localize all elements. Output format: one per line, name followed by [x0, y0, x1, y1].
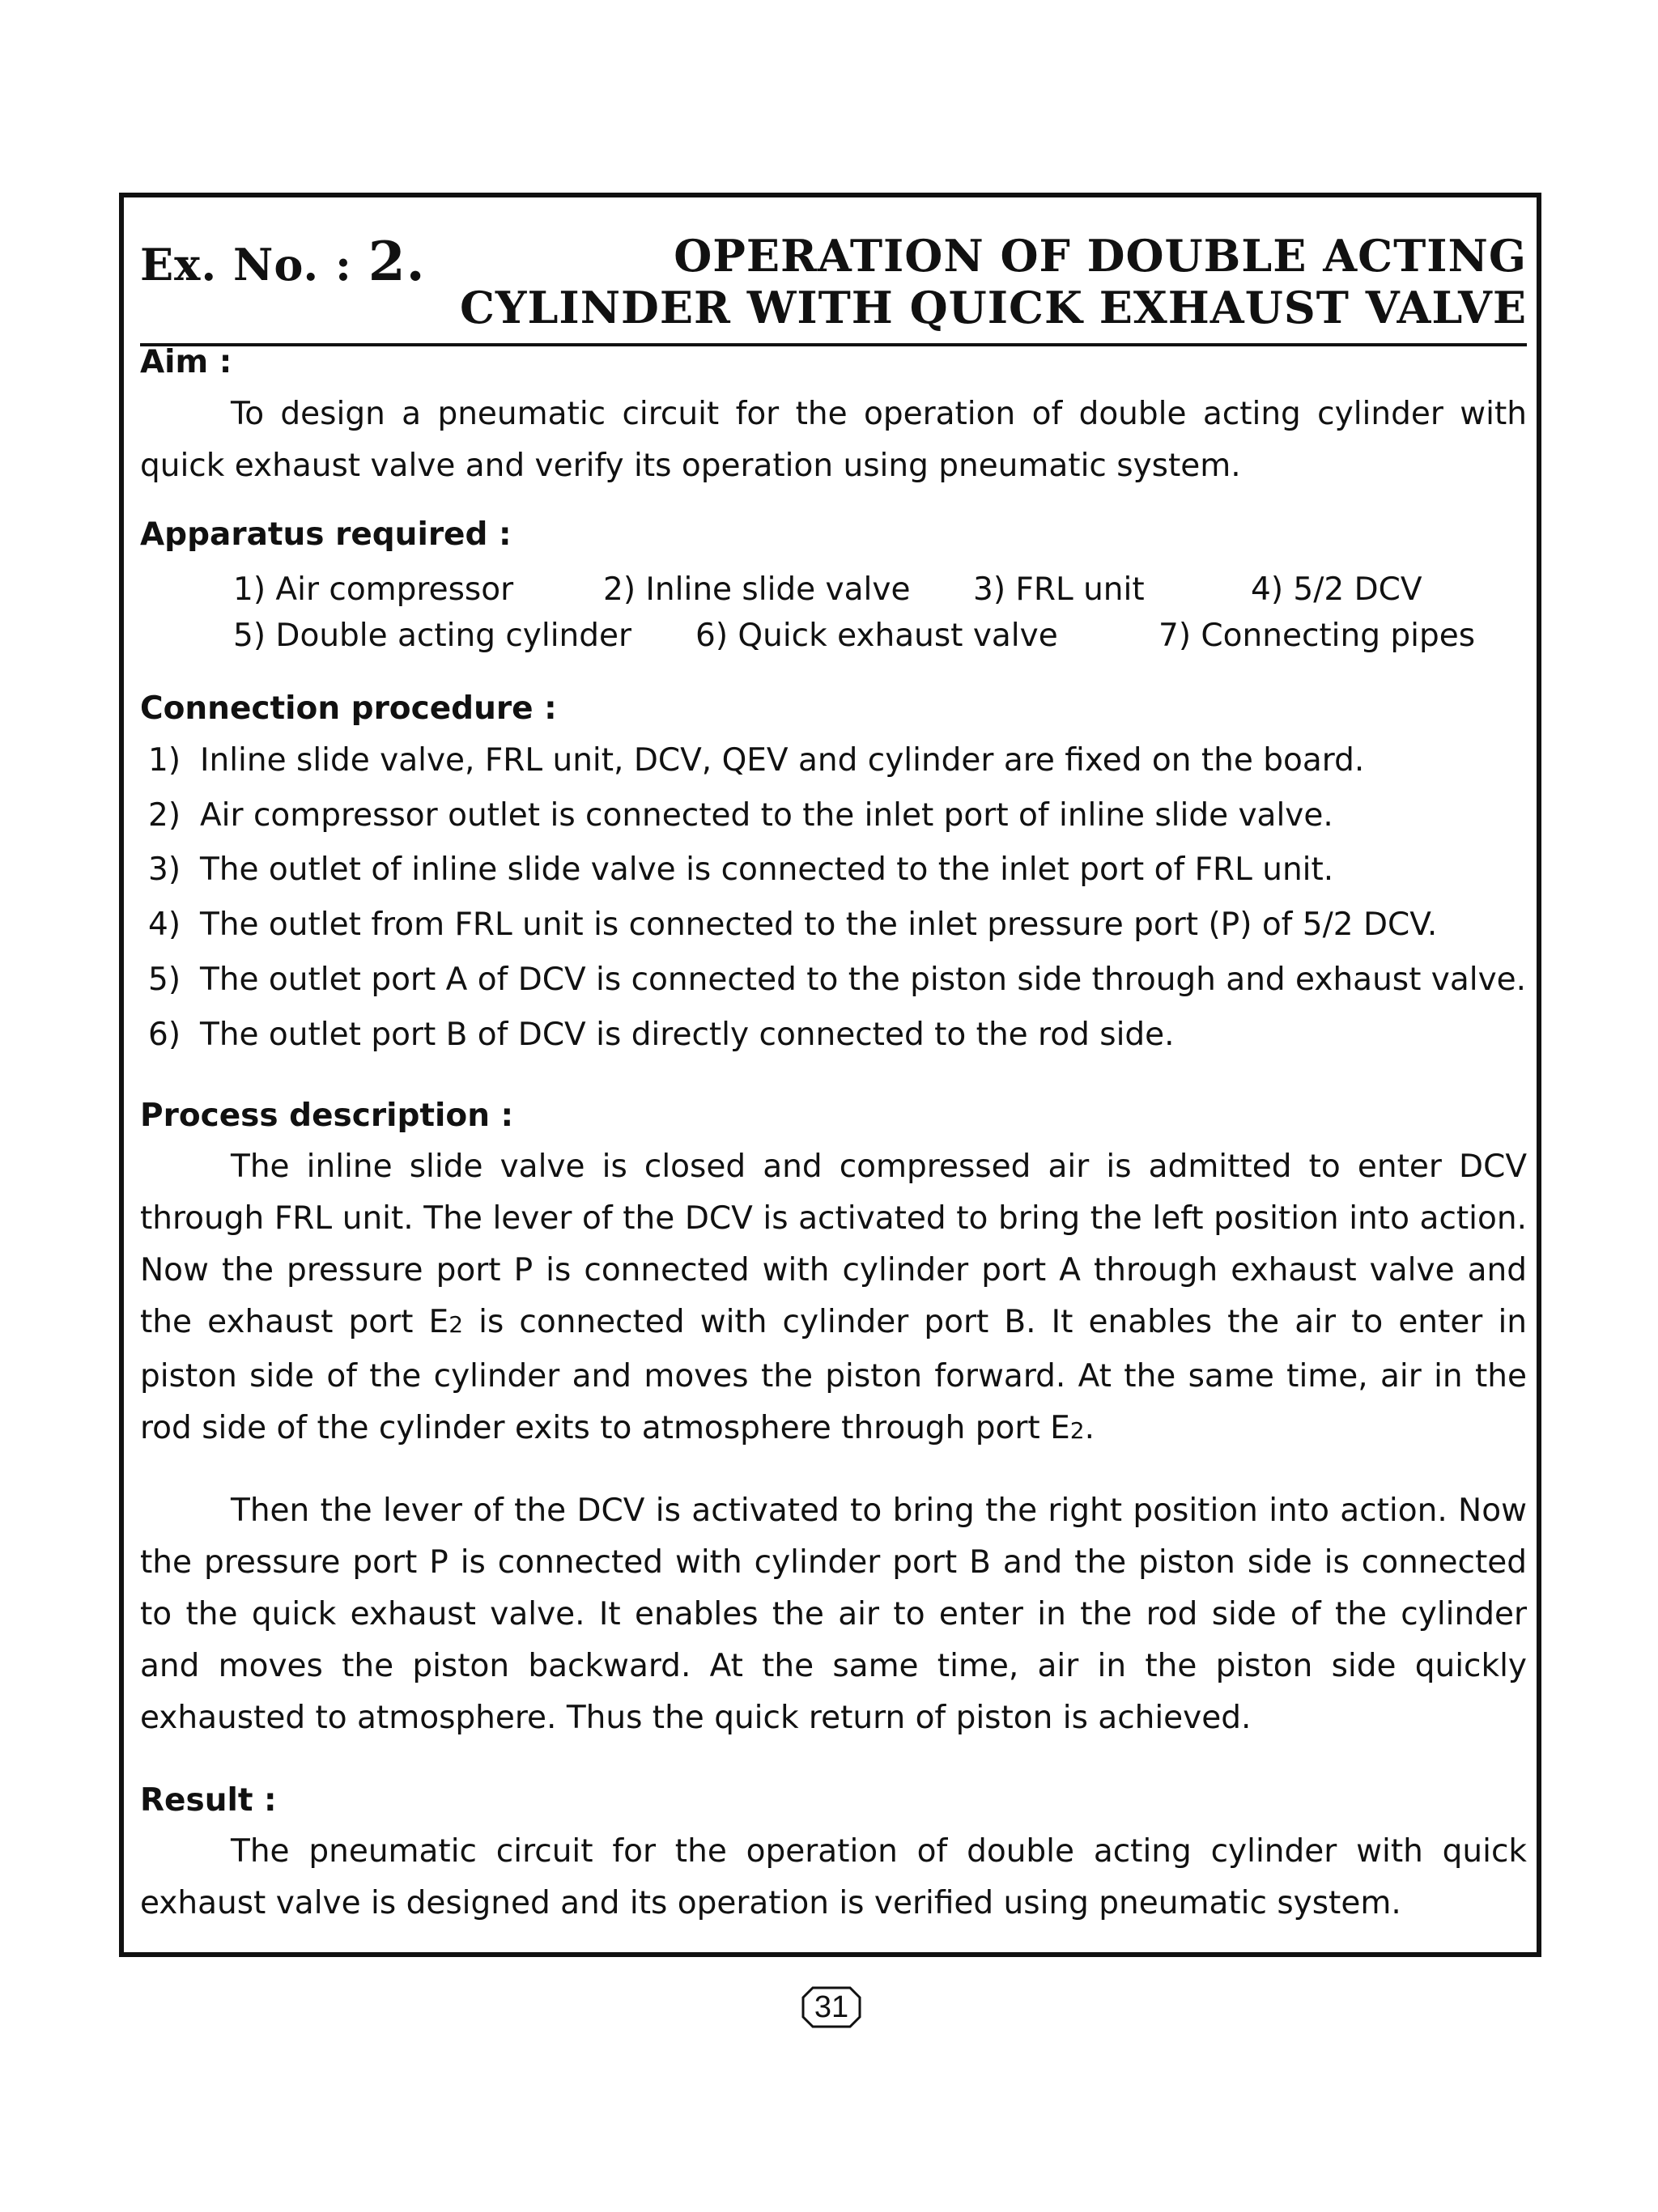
procedure-step: 2) Air compressor outlet is connected to the inlet port of inline slide valve.	[148, 797, 1333, 834]
apparatus-item: 5) Double acting cylinder	[233, 618, 632, 654]
apparatus-item: 4) 5/2 DCV	[1251, 571, 1422, 608]
page-title-line-2: CYLINDER WITH QUICK EXHAUST VALVE	[459, 282, 1527, 333]
page-number: 31	[801, 1986, 861, 2028]
connection-heading: Connection procedure :	[140, 690, 557, 727]
apparatus-item: 1) Air compressor	[233, 571, 514, 608]
result-heading: Result :	[140, 1782, 277, 1819]
apparatus-item: 3) FRL unit	[973, 571, 1145, 608]
page-title-line-1: OPERATION OF DOUBLE ACTING	[674, 230, 1527, 282]
process-paragraph-2: Then the lever of the DCV is activated to bring the right position into action. Now the pressure port P is connected with cylinder port B and the piston side is connected to the quick exhaust valve. It enables the air to enter in the rod side of the cylinder and moves the piston backward. At the same time, air in the piston side quickly exhausted to atmosphere. Thus the quick return of piston is achieved.	[140, 1492, 1527, 1736]
aim-text: To design a pneumatic circuit for the operation of double acting cylinder with quick exhaust valve and verify its operation using pneumatic system.	[140, 396, 1527, 484]
procedure-step: 6) The outlet port B of DCV is directly connected to the rod side.	[148, 1017, 1175, 1053]
apparatus-heading: Apparatus required :	[140, 516, 512, 553]
exercise-header	[140, 225, 1527, 346]
exercise-number	[140, 230, 426, 293]
process-heading: Process description :	[140, 1098, 514, 1134]
apparatus-item: 2) Inline slide valve	[603, 571, 911, 608]
procedure-step: 5) The outlet port A of DCV is connected to the piston side through and exhaust valve.	[148, 962, 1527, 998]
procedure-step: 3) The outlet of inline slide valve is connected to the inlet port of FRL unit.	[148, 851, 1334, 888]
apparatus-item: 6) Quick exhaust valve	[695, 618, 1058, 654]
procedure-step: 4) The outlet from FRL unit is connected to the inlet pressure port (P) of 5/2 DCV.	[148, 906, 1438, 943]
result-text: The pneumatic circuit for the operation of double acting cylinder with quick exhaust valve is designed and its operation is verified using pneumatic system.	[140, 1833, 1527, 1921]
exercise-number-value: 2.	[368, 230, 426, 293]
procedure-step: 1) Inline slide valve, FRL unit, DCV, QEV and cylinder are fixed on the board.	[148, 742, 1365, 779]
exercise-label: Ex. No. :	[140, 239, 352, 291]
apparatus-item: 7) Connecting pipes	[1158, 618, 1476, 654]
process-paragraph-1: The inline slide valve is closed and compressed air is admitted to enter DCV through FRL unit. The lever of the DCV is activated to bring the left position into action. Now the pressure port P is connected with cylinder port A through exhaust valve and the exhaust port E2 is connected with cylinder port B. It enables the air to enter in piston side of the cylinder and moves the piston forward. At the same time, air in the rod side of the cylinder exits to atmosphere through port E2.	[140, 1148, 1527, 1446]
aim-heading: Aim :	[140, 344, 232, 380]
